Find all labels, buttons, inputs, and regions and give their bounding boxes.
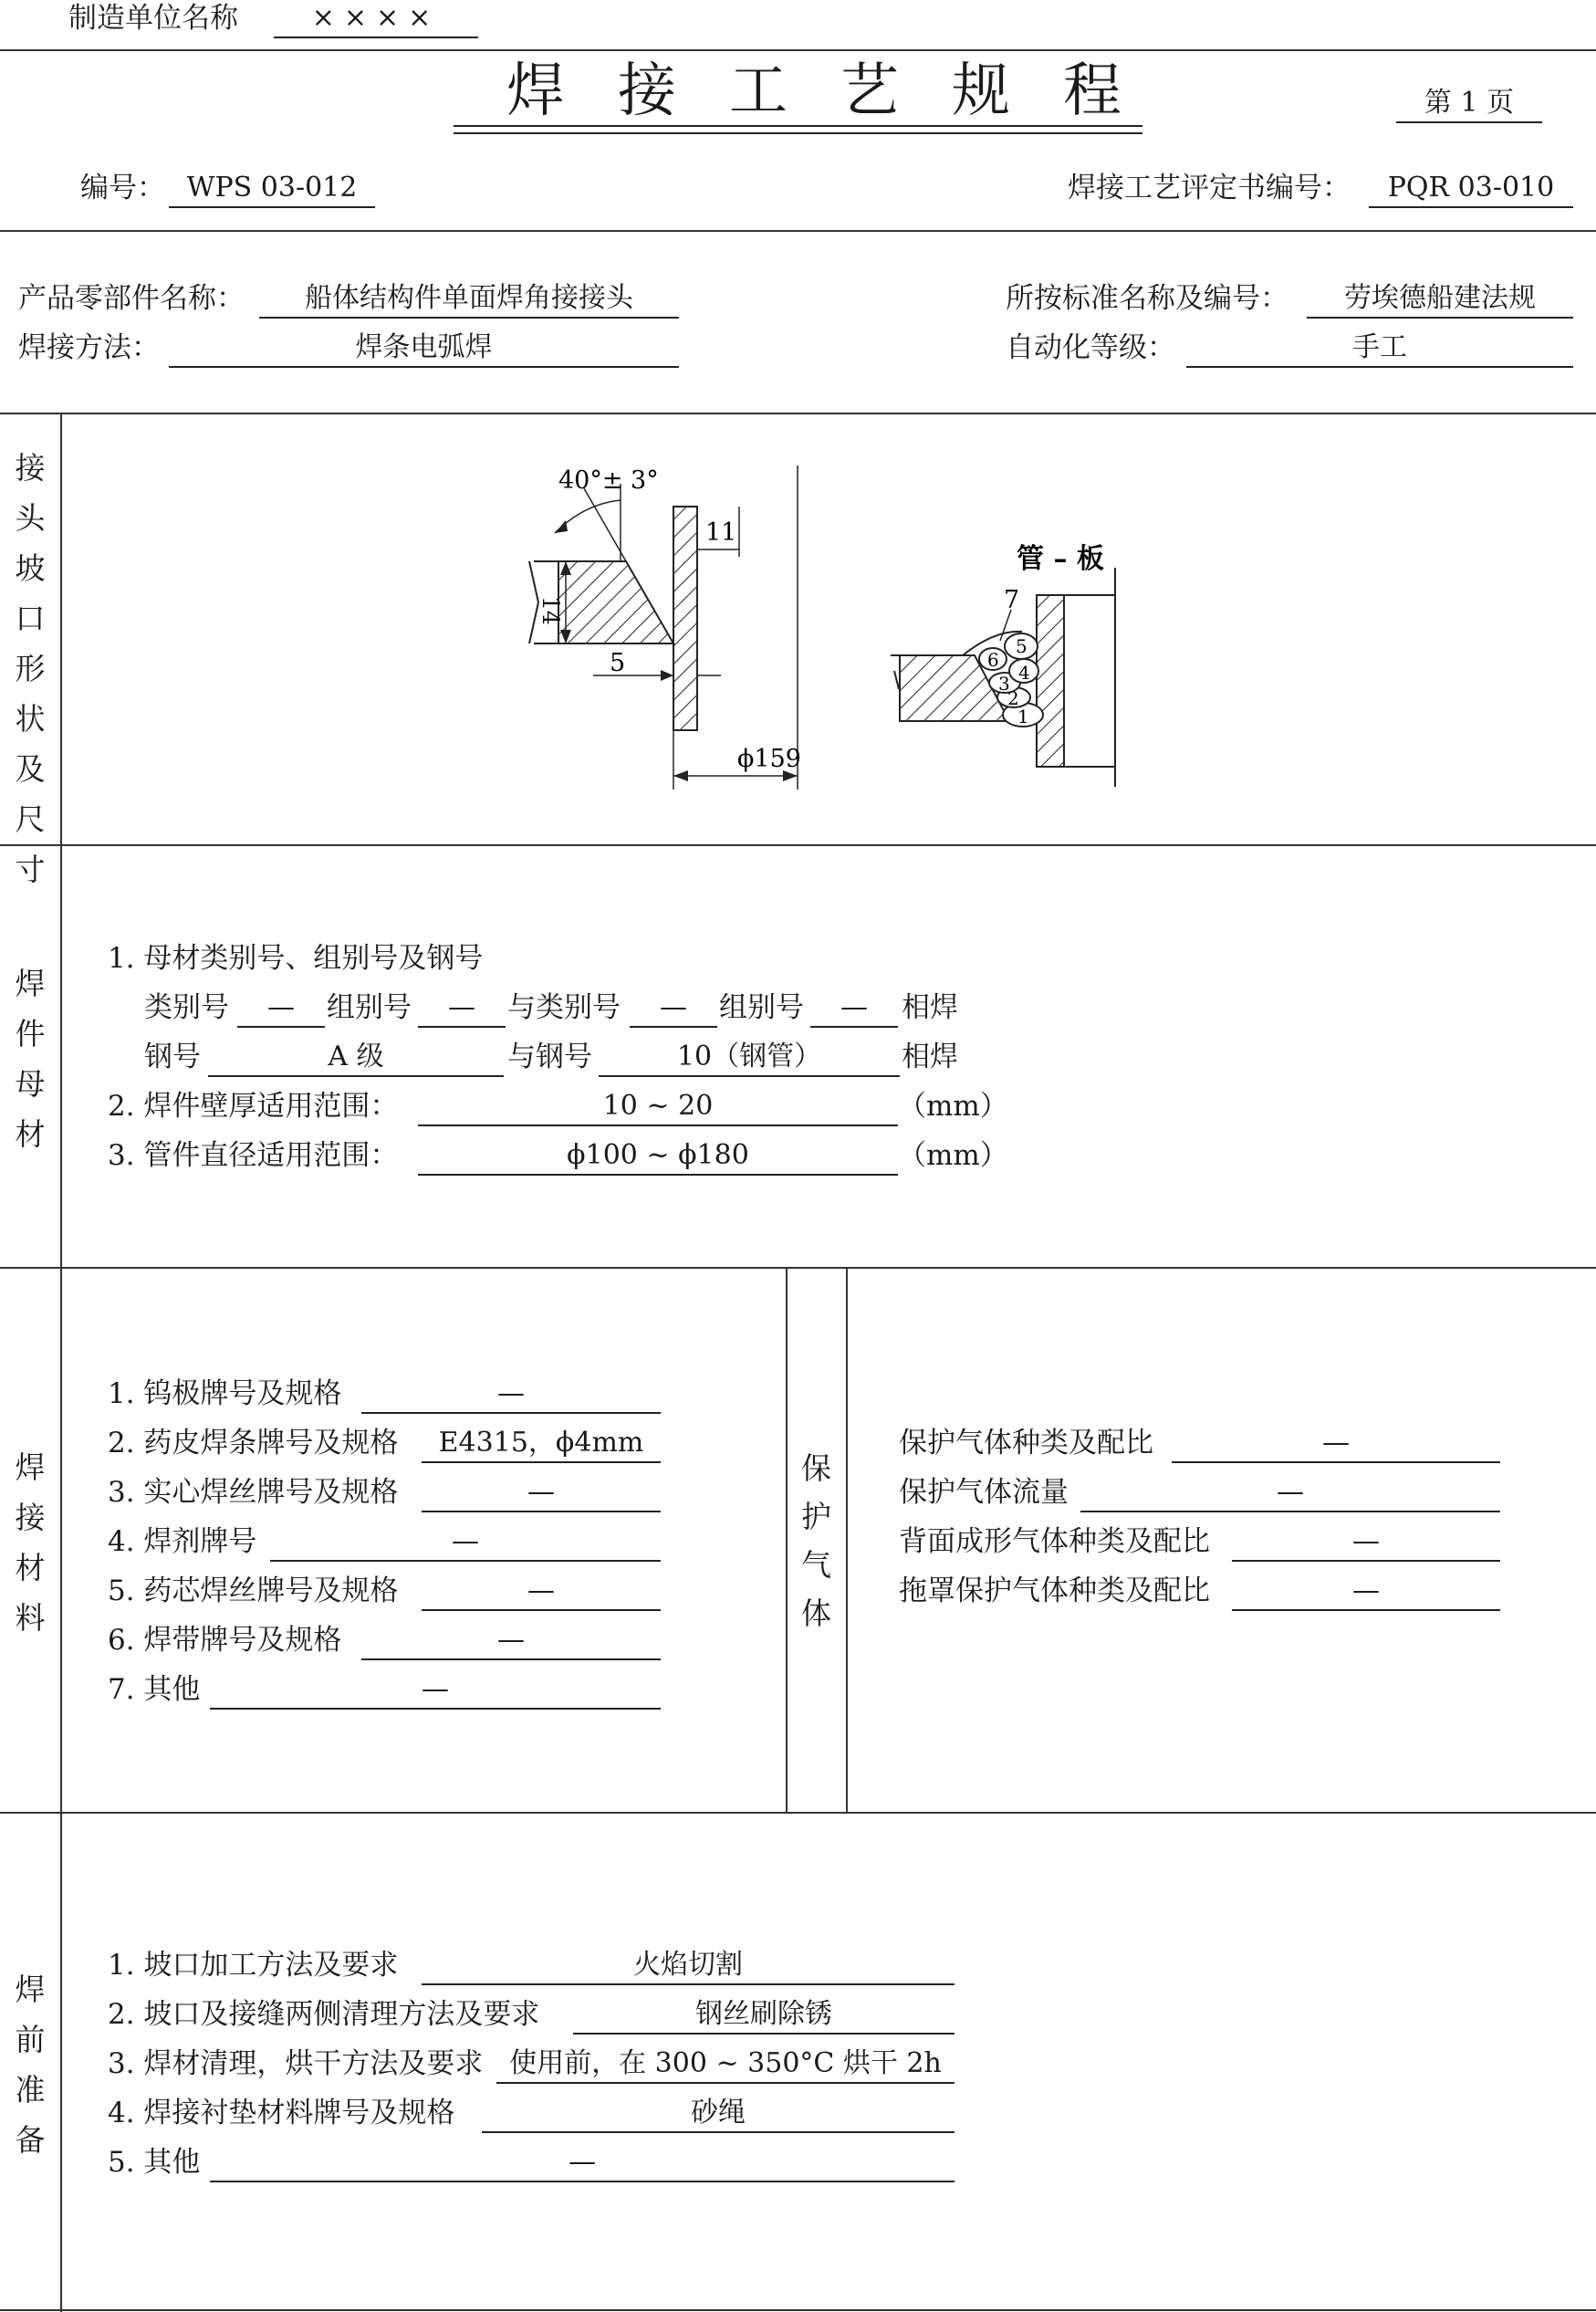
standard-value: 劳埃德船建法规 xyxy=(1307,280,1573,319)
prep-2-label: 2. 坡口及接缝两侧清理方法及要求 xyxy=(108,1998,540,2031)
tube-plate-drawing xyxy=(891,543,1115,787)
gas-1-value: — xyxy=(1172,1425,1500,1463)
prep-3-value: 使用前，在 300 ~ 350°C 烘干 2h xyxy=(496,2045,954,2084)
with-class-label: 与类别号 xyxy=(507,991,621,1024)
class-value: — xyxy=(237,989,325,1028)
pass-2: 2 xyxy=(1007,687,1019,709)
diameter-label: 3. 管件直径适用范围： xyxy=(108,1139,399,1172)
material-2-label: 2. 药皮焊条牌号及规格 xyxy=(108,1427,399,1459)
prep-1-label: 1. 坡口加工方法及要求 xyxy=(108,1949,399,1982)
method-label: 焊接方法： xyxy=(18,331,160,364)
wps-label: 编号： xyxy=(80,172,165,204)
part-value: 船体结构件单面焊角接接头 xyxy=(259,280,679,319)
page-title: 焊接工艺规程 xyxy=(506,58,1174,125)
steel-value: A 级 xyxy=(208,1039,504,1077)
dim-5: 5 xyxy=(610,649,626,677)
material-5-label: 5. 药芯焊丝牌号及规格 xyxy=(108,1574,399,1607)
prep-5-value: — xyxy=(210,2144,954,2182)
material-1-label: 1. 钨极牌号及规格 xyxy=(108,1377,342,1410)
joint-side-label: 接 头 坡 口 形 状 及 尺 寸 xyxy=(15,450,46,887)
pqr-label: 焊接工艺评定书编号： xyxy=(1068,172,1351,204)
material-4-value: — xyxy=(270,1523,661,1562)
dim-159: ϕ159 xyxy=(737,745,801,773)
tube-plate-label: 管 – 板 xyxy=(1017,543,1104,575)
prep-side-label: 焊 前 准 备 xyxy=(15,1972,46,2158)
pass-5: 5 xyxy=(1016,635,1027,657)
gas-4-label: 拖罩保护气体种类及配比 xyxy=(899,1574,1210,1607)
thickness-label: 2. 焊件壁厚适用范围： xyxy=(108,1090,399,1123)
automation-value: 手工 xyxy=(1186,330,1573,368)
divider-5 xyxy=(0,1812,1596,1814)
material-6-label: 6. 焊带牌号及规格 xyxy=(108,1624,342,1657)
prep-4-value: 砂绳 xyxy=(482,2095,954,2133)
gas-4-value: — xyxy=(1232,1573,1500,1611)
material-2-value: E4315，ϕ4mm xyxy=(422,1425,661,1463)
dim-14: 14 xyxy=(537,596,564,625)
material-1-value: — xyxy=(361,1376,661,1414)
base-metal-side-label: 焊 件 母 材 xyxy=(15,966,46,1152)
with-group-label: 组别号 xyxy=(719,991,804,1024)
base-item-1: 1. 母材类别号、组别号及钢号 xyxy=(108,942,484,975)
with-class-value: — xyxy=(630,989,717,1028)
method-value: 焊条电弧焊 xyxy=(169,330,679,368)
material-7-label: 7. 其他 xyxy=(108,1673,201,1706)
pqr-number: PQR 03-010 xyxy=(1369,170,1573,208)
part-label: 产品零部件名称： xyxy=(18,282,245,315)
pass-6: 6 xyxy=(987,649,999,671)
with-steel-label: 与钢号 xyxy=(507,1041,592,1073)
standard-label: 所按标准名称及编号： xyxy=(1006,282,1288,315)
diameter-value: ϕ100 ~ ϕ180 xyxy=(418,1137,898,1176)
material-5-value: — xyxy=(422,1573,661,1611)
gas-2-value: — xyxy=(1080,1474,1500,1512)
gas-divider-right xyxy=(846,1267,848,1812)
bevel-joint-drawing xyxy=(529,466,801,790)
thickness-value: 10 ~ 20 xyxy=(418,1088,898,1126)
gas-1-label: 保护气体种类及配比 xyxy=(899,1427,1153,1459)
maker-label: 制造单位名称 xyxy=(68,2,238,35)
prep-5-label: 5. 其他 xyxy=(108,2146,201,2179)
automation-label: 自动化等级： xyxy=(1006,331,1175,364)
gas-3-label: 背面成形气体种类及配比 xyxy=(899,1525,1210,1558)
dim-11: 11 xyxy=(705,518,737,547)
with-group-value: — xyxy=(810,989,898,1028)
pass-3: 3 xyxy=(998,673,1010,695)
diameter-unit: （mm） xyxy=(898,1139,1008,1172)
angle-dimension: 40°± 3° xyxy=(558,466,659,495)
material-6-value: — xyxy=(361,1622,661,1660)
steel-label: 钢号 xyxy=(144,1041,201,1073)
divider-3 xyxy=(0,844,1596,846)
wps-number: WPS 03-012 xyxy=(169,170,375,208)
gas-3-value: — xyxy=(1232,1523,1500,1562)
pass-1: 1 xyxy=(1017,706,1029,727)
thickness-unit: （mm） xyxy=(898,1090,1008,1123)
group-label: 组别号 xyxy=(327,991,412,1024)
class-label: 类别号 xyxy=(144,991,229,1024)
prep-3-label: 3. 焊材清理，烘干方法及要求 xyxy=(108,2047,484,2080)
bottom-border xyxy=(0,2309,1596,2311)
material-3-value: — xyxy=(422,1474,661,1512)
gas-2-label: 保护气体流量 xyxy=(899,1476,1069,1509)
group-value: — xyxy=(418,989,506,1028)
prep-1-value: 火焰切割 xyxy=(422,1947,954,1985)
prep-2-value: 钢丝刷除锈 xyxy=(573,1996,954,2035)
divider-4 xyxy=(0,1267,1596,1269)
gas-side-label: 保 护 气 体 xyxy=(801,1450,831,1631)
material-3-label: 3. 实心焊丝牌号及规格 xyxy=(108,1476,399,1509)
page-number: 第 1 页 xyxy=(1396,85,1542,123)
pass-7: 7 xyxy=(1004,586,1020,614)
weld-with-label-2: 相焊 xyxy=(902,1041,958,1073)
prep-4-label: 4. 焊接衬垫材料牌号及规格 xyxy=(108,2097,455,2129)
material-4-label: 4. 焊剂牌号 xyxy=(108,1525,257,1558)
maker-value: ×××× xyxy=(274,0,478,38)
material-7-value: — xyxy=(210,1671,661,1710)
joint-diagram xyxy=(0,0,1596,844)
weld-with-label: 相焊 xyxy=(902,991,958,1024)
with-steel-value: 10（钢管） xyxy=(599,1039,900,1077)
materials-side-label: 焊 接 材 料 xyxy=(15,1449,46,1636)
pass-4: 4 xyxy=(1018,662,1030,684)
